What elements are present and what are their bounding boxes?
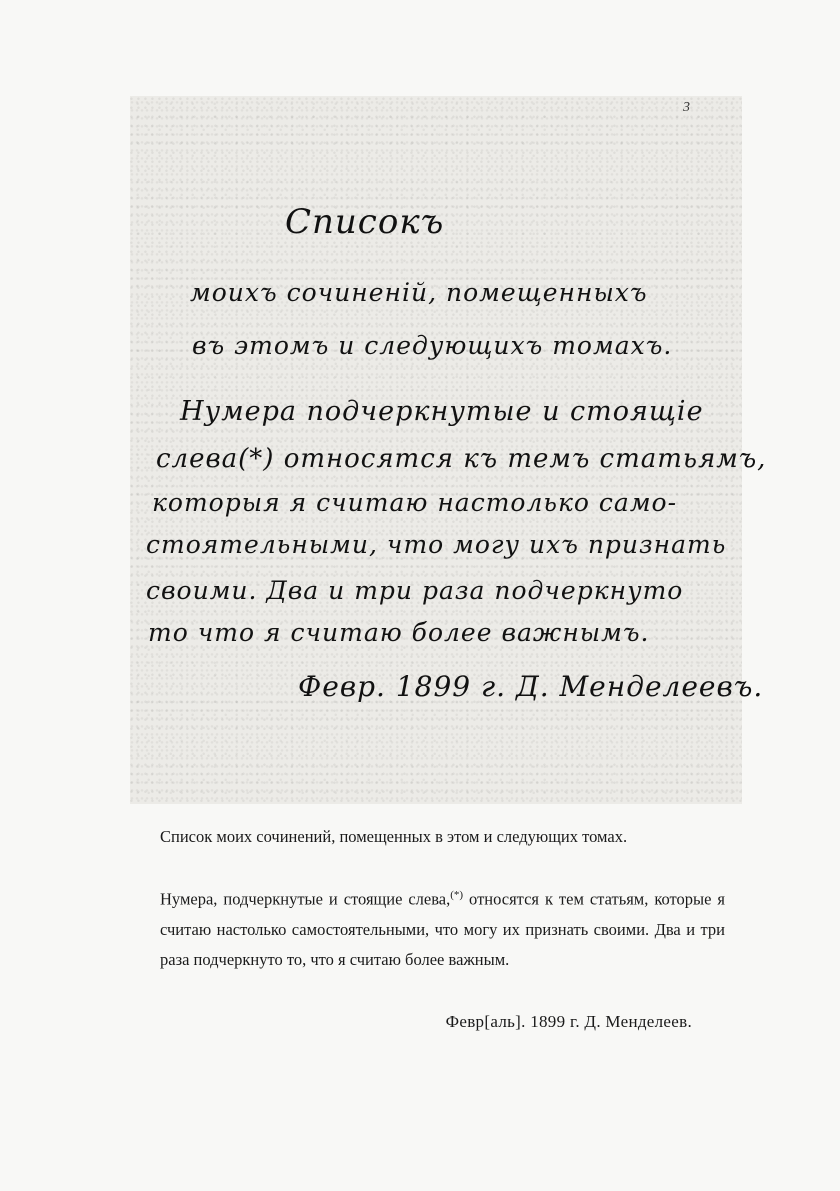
manuscript-line: въ этомъ и следующихъ томахъ. (192, 331, 673, 360)
footnote-mark: (*) (450, 889, 464, 901)
transcription-paragraph-1: Список моих сочинений, помещенных в этом и следующих томах. (160, 827, 628, 846)
page-number: 3 (683, 100, 690, 115)
manuscript-line: моихъ сочиненiй, помещенныхъ (190, 278, 648, 307)
manuscript-line: слева(*) относятся къ темъ статьямъ, (156, 444, 767, 474)
manuscript-line: своими. Два и три раза подчеркнуто (146, 576, 684, 605)
manuscript-image (130, 96, 767, 804)
transcription-paragraph-2-end: относятся к тем статьям, которые я считаю настолько самостоятельными, что могу их признать своими. Два и три раза подчеркнуто то, что я считаю более важным. (160, 889, 725, 969)
manuscript-line: стоятельными, что могу ихъ признать (146, 530, 727, 559)
manuscript-line: которыя я считаю настолько само- (152, 488, 678, 517)
transcription-paragraph-2-start: Нумера, подчеркнутые и стоящие слева, (160, 889, 451, 909)
transcription-signature: Февр[аль]. 1899 г. Д. Менделеев. (445, 1012, 692, 1031)
transcription-paragraph-2 (160, 880, 725, 975)
manuscript-signature: Февр. 1899 г. Д. Менделеевъ. (298, 670, 764, 703)
manuscript-line: Нумера подчеркнутые и стоящiе (180, 396, 704, 427)
manuscript-line: то что я считаю более важнымъ. (148, 618, 650, 647)
manuscript-title: Списокъ (285, 202, 445, 242)
